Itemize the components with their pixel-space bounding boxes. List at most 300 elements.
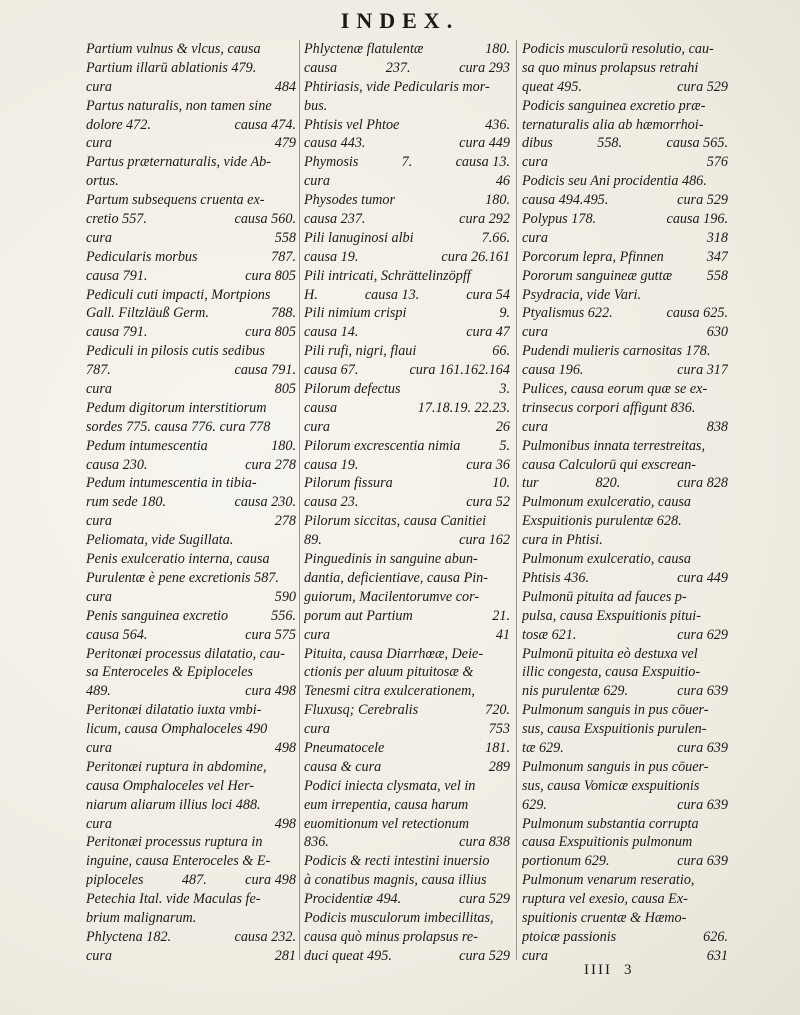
index-entry-text: 436. xyxy=(485,116,510,133)
index-entry-text: 498 xyxy=(274,739,296,756)
column-divider xyxy=(299,40,300,960)
index-entry-text: 558 xyxy=(706,267,728,284)
index-entry-text: 558 xyxy=(274,229,296,246)
index-entry-text: Pulmonum exulceratio, causa xyxy=(522,494,692,511)
index-entry-text: Pedicularis morbus xyxy=(86,248,198,265)
index-entry-text: cura 317 xyxy=(677,362,728,379)
index-entry-text: 787. xyxy=(271,248,296,265)
index-entry-text: Pedum digitorum interstitiorum xyxy=(86,399,267,416)
index-entry-line xyxy=(86,607,296,626)
index-entry-line xyxy=(522,796,728,815)
index-entry-text: cura xyxy=(86,588,113,605)
index-entry-text: causa 230. xyxy=(234,494,296,511)
index-entry-text: cura 52 xyxy=(466,494,510,511)
index-entry-text: cura xyxy=(86,815,113,832)
index-entry-line xyxy=(522,493,728,512)
index-entry-line xyxy=(522,682,728,701)
index-column-right xyxy=(522,40,728,965)
index-entry-text: cura 498 xyxy=(245,683,296,700)
index-entry-line xyxy=(304,607,510,626)
index-entry-text: Pinguedinis in sanguine abun- xyxy=(304,551,478,568)
index-entry-text: Pororum sanguineæ guttæ xyxy=(522,267,673,284)
index-entry-text: causa 443. xyxy=(304,135,366,152)
index-entry-text: causa 494.495. xyxy=(522,192,609,209)
index-entry-line xyxy=(304,871,510,890)
index-entry-line xyxy=(304,78,510,97)
index-entry-line xyxy=(304,758,510,777)
index-entry-text: piploceles xyxy=(86,872,144,889)
column-divider xyxy=(516,40,517,960)
index-entry-line xyxy=(86,134,296,153)
index-entry-line xyxy=(304,909,510,928)
index-entry-line xyxy=(86,304,296,323)
index-entry-text: H. xyxy=(304,286,318,303)
index-entry-line xyxy=(304,323,510,342)
index-entry-text: ortus. xyxy=(86,173,119,190)
index-entry-line xyxy=(522,97,728,116)
index-entry-text: sus, causa Vomicæ exspuitionis xyxy=(522,777,700,794)
index-entry-text: 487. xyxy=(181,872,207,889)
index-entry-text: cura xyxy=(86,229,113,246)
index-entry-text: cura xyxy=(86,739,113,756)
index-entry-text: duci queat 495. xyxy=(304,947,392,964)
index-entry-text: cura 498 xyxy=(245,872,296,889)
index-entry-line xyxy=(304,626,510,645)
index-entry-text: 180. xyxy=(485,192,510,209)
index-entry-line xyxy=(86,720,296,739)
index-entry-line xyxy=(86,852,296,871)
index-entry-line xyxy=(522,286,728,305)
index-entry-text: ctionis per aluum pituitosæ & xyxy=(304,664,474,681)
index-entry-text: causa xyxy=(304,59,338,76)
index-entry-line xyxy=(86,512,296,531)
index-entry-text: Pilorum defectus xyxy=(304,381,401,398)
index-entry-line xyxy=(522,456,728,475)
index-entry-text: spuitionis cruentæ & Hæmo- xyxy=(522,909,687,926)
index-entry-line xyxy=(86,663,296,682)
index-entry-line xyxy=(86,191,296,210)
index-entry-line xyxy=(522,304,728,323)
index-entry-text: 7. xyxy=(401,154,413,171)
index-entry-line xyxy=(86,418,296,437)
index-entry-text: 66. xyxy=(492,343,510,360)
index-entry-text: cura 529 xyxy=(459,947,510,964)
index-entry-line xyxy=(86,569,296,588)
index-entry-text: causa 67. xyxy=(304,362,359,379)
index-entry-text: 289 xyxy=(488,758,510,775)
index-entry-text: cura 805 xyxy=(245,267,296,284)
index-entry-text: Partus præternaturalis, vide Ab- xyxy=(86,154,271,171)
index-entry-text: 631 xyxy=(706,947,728,964)
index-entry-line xyxy=(522,550,728,569)
index-entry-text: cura xyxy=(86,947,113,964)
index-entry-text: ruptura vel exesio, causa Ex- xyxy=(522,891,688,908)
index-entry-text: causa quò minus prolapsus re- xyxy=(304,928,478,945)
index-entry-text: causa 791. xyxy=(86,267,148,284)
index-entry-line xyxy=(522,833,728,852)
index-entry-text: cura xyxy=(86,78,113,95)
index-entry-text: ptoicæ passionis xyxy=(522,928,617,945)
index-entry-text: causa 23. xyxy=(304,494,359,511)
index-entry-line xyxy=(304,663,510,682)
index-entry-line xyxy=(86,267,296,286)
index-entry-text: 278 xyxy=(274,513,296,530)
index-entry-line xyxy=(522,626,728,645)
index-entry-text: inguine, causa Enteroceles & E- xyxy=(86,853,271,870)
index-entry-text: causa 237. xyxy=(304,211,366,228)
index-entry-text: 836. xyxy=(304,834,329,851)
index-entry-text: causa 791. xyxy=(86,324,148,341)
index-entry-line xyxy=(304,531,510,550)
index-entry-text: Pili intricati, Schrättelinzöpff xyxy=(304,267,471,284)
index-entry-text: cura 449 xyxy=(677,569,728,586)
index-entry-line xyxy=(86,40,296,59)
index-entry-text: 484 xyxy=(274,78,296,95)
index-entry-text: cura 529 xyxy=(459,891,510,908)
index-entry-text: cura 639 xyxy=(677,796,728,813)
index-entry-line xyxy=(304,456,510,475)
page-title: INDEX. xyxy=(340,8,460,33)
index-entry-text: tosæ 621. xyxy=(522,626,577,643)
index-entry-text: Podicis musculorū resolutio, cau- xyxy=(522,41,714,57)
index-entry-text: cura 278 xyxy=(245,456,296,473)
index-entry-line xyxy=(304,777,510,796)
index-entry-line xyxy=(86,437,296,456)
index-entry-text: 9. xyxy=(499,305,510,322)
index-entry-text: 629. xyxy=(522,796,547,813)
index-entry-line xyxy=(86,323,296,342)
signature-letters: IIII xyxy=(584,962,612,978)
index-entry-line xyxy=(86,626,296,645)
index-entry-text: Pediculi cuti impacti, Mortpions xyxy=(86,286,271,303)
index-entry-line xyxy=(86,531,296,550)
index-entry-text: 558. xyxy=(597,135,623,152)
index-entry-text: causa 625. xyxy=(666,305,728,322)
index-entry-text: Pulmonum exulceratio, causa xyxy=(522,551,692,568)
index-entry-text: Partium illarū ablationis 479. xyxy=(86,59,257,76)
index-column-middle xyxy=(304,40,510,965)
index-entry-line xyxy=(304,569,510,588)
index-entry-text: Pulmonum venarum reseratio, xyxy=(522,872,695,889)
index-entry-text: causa 560. xyxy=(234,211,296,228)
index-entry-text: Penis exulceratio interna, causa xyxy=(86,551,270,568)
index-entry-line xyxy=(304,418,510,437)
index-entry-line xyxy=(304,380,510,399)
index-entry-text: Pulmonum substantia corrupta xyxy=(522,815,699,832)
index-entry-text: sordes 775. causa 776. cura 778 xyxy=(86,418,271,435)
index-entry-text: causa & cura xyxy=(304,758,382,775)
index-entry-line xyxy=(86,361,296,380)
index-entry-text: Podicis musculorum imbecillitas, xyxy=(304,909,494,926)
index-entry-line xyxy=(86,928,296,947)
index-entry-line xyxy=(304,248,510,267)
index-entry-text: 21. xyxy=(492,607,510,624)
index-entry-line xyxy=(522,909,728,928)
index-entry-text: Pulmonum sanguis in pus cōuer- xyxy=(522,702,709,719)
signature-number: 3 xyxy=(623,962,634,978)
index-entry-line xyxy=(86,890,296,909)
index-entry-text: cura xyxy=(522,229,549,246)
index-entry-text: Physodes tumor xyxy=(304,192,396,209)
index-entry-text: sa Enteroceles & Epiploceles xyxy=(86,664,253,681)
index-entry-text: Psydracia, vide Vari. xyxy=(522,286,641,303)
index-entry-text: Pilorum excrescentia nimia xyxy=(304,437,461,454)
index-entry-text: sa quo minus prolapsus retrahi xyxy=(522,59,699,76)
index-entry-text: 180. xyxy=(271,437,296,454)
index-entry-line xyxy=(522,361,728,380)
index-entry-line xyxy=(304,286,510,305)
index-entry-text: Partium vulnus & vlcus, causa xyxy=(86,41,261,57)
index-entry-text: cura 805 xyxy=(245,324,296,341)
index-entry-text: dibus xyxy=(522,135,553,152)
index-entry-text: cura xyxy=(522,154,549,171)
index-entry-text: 479 xyxy=(274,135,296,152)
index-entry-text: 576 xyxy=(706,154,728,171)
index-entry-text: 46 xyxy=(495,173,510,190)
index-entry-text: portionum 629. xyxy=(522,853,610,870)
index-entry-text: cura 838 xyxy=(459,834,510,851)
index-entry-line xyxy=(86,342,296,361)
index-entry-line xyxy=(304,229,510,248)
index-entry-text: Pulmonibus innata terrestreitas, xyxy=(522,437,705,454)
index-entry-text: causa 564. xyxy=(86,626,148,643)
index-entry-line xyxy=(86,229,296,248)
index-entry-line xyxy=(522,645,728,664)
index-entry-line xyxy=(304,645,510,664)
index-entry-line xyxy=(304,172,510,191)
index-entry-line xyxy=(304,191,510,210)
index-entry-text: causa 196. xyxy=(522,362,584,379)
index-entry-text: cura xyxy=(522,324,549,341)
index-entry-text: Podici iniecta clysmata, vel in xyxy=(304,777,476,794)
index-entry-line xyxy=(304,890,510,909)
index-entry-line xyxy=(86,588,296,607)
index-entry-text: brium malignarum. xyxy=(86,909,197,926)
index-entry-text: cura 629 xyxy=(677,626,728,643)
index-entry-text: cura 162 xyxy=(459,532,510,549)
index-entry-line xyxy=(304,701,510,720)
index-entry-line xyxy=(522,153,728,172)
index-entry-text: cura xyxy=(86,381,113,398)
index-entry-text: Pituita, causa Diarrhœæ, Deie- xyxy=(304,645,484,662)
index-entry-text: causa 13. xyxy=(364,286,420,303)
index-entry-line xyxy=(304,588,510,607)
index-entry-line xyxy=(522,59,728,78)
index-entry-text: causa 19. xyxy=(304,456,359,473)
index-entry-text: illic congesta, causa Exspuitio- xyxy=(522,664,701,681)
index-entry-text: cura in Phtisi. xyxy=(522,532,603,549)
index-entry-text: Podicis seu Ani procidentia 486. xyxy=(522,173,707,190)
index-entry-text: Phymosis xyxy=(304,154,359,171)
index-entry-text: 489. xyxy=(86,683,111,700)
index-entry-text: causa Exspuitionis pulmonum xyxy=(522,834,693,851)
index-entry-line xyxy=(304,304,510,323)
index-entry-text: dolore 472. xyxy=(86,116,151,133)
index-entry-line xyxy=(304,361,510,380)
index-entry-line xyxy=(522,437,728,456)
index-entry-line xyxy=(304,947,510,965)
index-entry-text: Pili nimium crispi xyxy=(304,305,407,322)
index-entry-text: 26 xyxy=(495,418,510,435)
index-entry-line xyxy=(86,399,296,418)
index-entry-text: cura xyxy=(304,721,331,738)
index-entry-text: cura 529 xyxy=(677,78,728,95)
index-entry-text: Phtisis 436. xyxy=(522,569,590,586)
index-entry-text: causa 565. xyxy=(666,135,728,152)
index-entry-text: Partum subsequens cruenta ex- xyxy=(86,192,265,209)
index-entry-line xyxy=(86,871,296,890)
index-entry-text: causa Calculorū qui exscrean- xyxy=(522,456,697,473)
index-entry-line xyxy=(86,739,296,758)
index-entry-text: Pili rufi, nigri, flaui xyxy=(304,343,417,360)
index-entry-text: Pulices, causa eorum quæ se ex- xyxy=(522,381,708,398)
index-entry-text: 10. xyxy=(492,475,510,492)
index-entry-text: causa 196. xyxy=(666,211,728,228)
index-entry-text: Ptyalismus 622. xyxy=(522,305,613,322)
index-entry-text: 281 xyxy=(274,947,296,964)
index-entry-line xyxy=(86,380,296,399)
index-entry-text: guiorum, Macilentorumve cor- xyxy=(304,588,480,605)
index-entry-text: causa 230. xyxy=(86,456,148,473)
index-entry-text: 318 xyxy=(706,229,728,246)
index-entry-text: Pulmonū pituita eò destuxa vel xyxy=(522,645,698,662)
index-entry-text: causa Omphaloceles vel Her- xyxy=(86,777,254,794)
index-entry-text: Gall. Filtzläuß Germ. xyxy=(86,305,209,322)
index-entry-text: cura 639 xyxy=(677,683,728,700)
index-entry-text: cura 449 xyxy=(459,135,510,152)
index-entry-text: 720. xyxy=(485,702,510,719)
index-entry-line xyxy=(522,607,728,626)
index-entry-line xyxy=(86,645,296,664)
index-entry-line xyxy=(304,739,510,758)
index-entry-line xyxy=(86,682,296,701)
index-entry-text: cura 828 xyxy=(677,475,728,492)
index-entry-text: bus. xyxy=(304,97,328,114)
index-entry-line xyxy=(304,399,510,418)
index-entry-line xyxy=(522,701,728,720)
index-entry-line xyxy=(304,437,510,456)
index-entry-text: 788. xyxy=(271,305,296,322)
index-entry-text: causa 474. xyxy=(234,116,296,133)
index-column-left xyxy=(86,40,296,965)
index-entry-text: cura xyxy=(522,418,549,435)
index-entry-text: Peritonæi dilatatio iuxta vmbi- xyxy=(86,702,262,719)
index-entry-line xyxy=(86,248,296,267)
index-entry-line xyxy=(522,323,728,342)
index-entry-text: cura xyxy=(86,513,113,530)
index-entry-text: Pedum intumescentia in tibia- xyxy=(86,475,257,492)
index-entry-line xyxy=(522,248,728,267)
index-entry-line xyxy=(86,210,296,229)
index-entry-line xyxy=(522,871,728,890)
index-entry-text: tur xyxy=(522,475,539,492)
index-entry-text: cura 54 xyxy=(466,286,510,303)
index-entry-text: cura 293 xyxy=(459,59,510,76)
index-entry-text: cura 161.162.164 xyxy=(409,362,510,379)
index-entry-line xyxy=(522,663,728,682)
index-entry-text: 753 xyxy=(488,721,510,738)
index-entry-line xyxy=(304,720,510,739)
index-entry-line xyxy=(304,59,510,78)
index-entry-text: cura xyxy=(86,135,113,152)
index-entry-text: causa xyxy=(304,399,338,416)
index-entry-text: cura 47 xyxy=(466,324,510,341)
index-entry-line xyxy=(522,134,728,153)
index-entry-line xyxy=(522,210,728,229)
index-entry-text: nis purulentæ 629. xyxy=(522,683,629,700)
index-entry-text: Pilorum fissura xyxy=(304,475,393,492)
index-entry-text: cura xyxy=(522,947,549,964)
index-entry-text: Phlyctena 182. xyxy=(86,928,172,945)
index-entry-text: à conatibus magnis, causa illius xyxy=(304,872,487,889)
index-entry-line xyxy=(522,928,728,947)
index-entry-text: Procidentiæ 494. xyxy=(304,891,402,908)
index-entry-text: rum sede 180. xyxy=(86,494,166,511)
index-entry-text: pulsa, causa Exspuitionis pitui- xyxy=(522,607,701,624)
index-entry-text: 347 xyxy=(706,248,728,265)
index-entry-line xyxy=(304,928,510,947)
index-entry-line xyxy=(304,342,510,361)
index-entry-text: Polypus 178. xyxy=(522,211,597,228)
index-entry-line xyxy=(304,815,510,834)
index-entry-line xyxy=(522,531,728,550)
index-entry-text: Purulentæ è pene excretionis 587. xyxy=(86,569,279,586)
index-entry-text: Phtisis vel Phtoe xyxy=(304,116,400,133)
index-entry-line xyxy=(522,267,728,286)
index-entry-line xyxy=(304,153,510,172)
index-entry-text: Pilorum siccitas, causa Canitiei xyxy=(304,513,487,530)
index-entry-line xyxy=(304,852,510,871)
index-entry-text: cura 575 xyxy=(245,626,296,643)
index-entry-line xyxy=(86,456,296,475)
index-entry-text: cura 639 xyxy=(677,739,728,756)
index-entry-line xyxy=(86,78,296,97)
index-entry-line xyxy=(304,796,510,815)
index-entry-line xyxy=(522,399,728,418)
index-entry-line xyxy=(86,286,296,305)
index-entry-line xyxy=(86,815,296,834)
index-entry-text: cretio 557. xyxy=(86,211,147,228)
index-entry-text: 820. xyxy=(595,475,621,492)
index-entry-text: 7.66. xyxy=(481,229,510,246)
index-entry-line xyxy=(522,815,728,834)
index-entry-text: Pulmonum sanguis in pus cōuer- xyxy=(522,758,709,775)
index-entry-text: 181. xyxy=(485,739,510,756)
index-entry-text: 626. xyxy=(703,928,728,945)
index-entry-line xyxy=(304,493,510,512)
index-entry-text: 5. xyxy=(499,437,510,454)
index-entry-text: Petechia Ital. vide Maculas fe- xyxy=(86,891,261,908)
index-entry-line xyxy=(522,342,728,361)
index-entry-line xyxy=(86,777,296,796)
index-entry-text: eum irrepentia, causa harum xyxy=(304,796,469,813)
index-entry-text: cura 26.161 xyxy=(441,248,510,265)
index-entry-text: Fluxusq; Cerebralis xyxy=(304,702,419,719)
index-entry-line xyxy=(522,474,728,493)
index-entry-text: 237. xyxy=(385,59,411,76)
index-entry-text: Podicis & recti intestini inuersio xyxy=(304,853,490,870)
index-entry-text: cura 529 xyxy=(677,192,728,209)
index-entry-text: Pedum intumescentia xyxy=(86,437,208,454)
index-entry-text: cura 36 xyxy=(466,456,510,473)
index-entry-line xyxy=(86,701,296,720)
index-entry-line xyxy=(86,758,296,777)
index-entry-text: 3. xyxy=(499,381,510,398)
index-entry-line xyxy=(522,172,728,191)
index-entry-text: Porcorum lepra, Pfinnen xyxy=(522,248,664,265)
index-entry-line xyxy=(522,380,728,399)
index-entry-line xyxy=(522,116,728,135)
